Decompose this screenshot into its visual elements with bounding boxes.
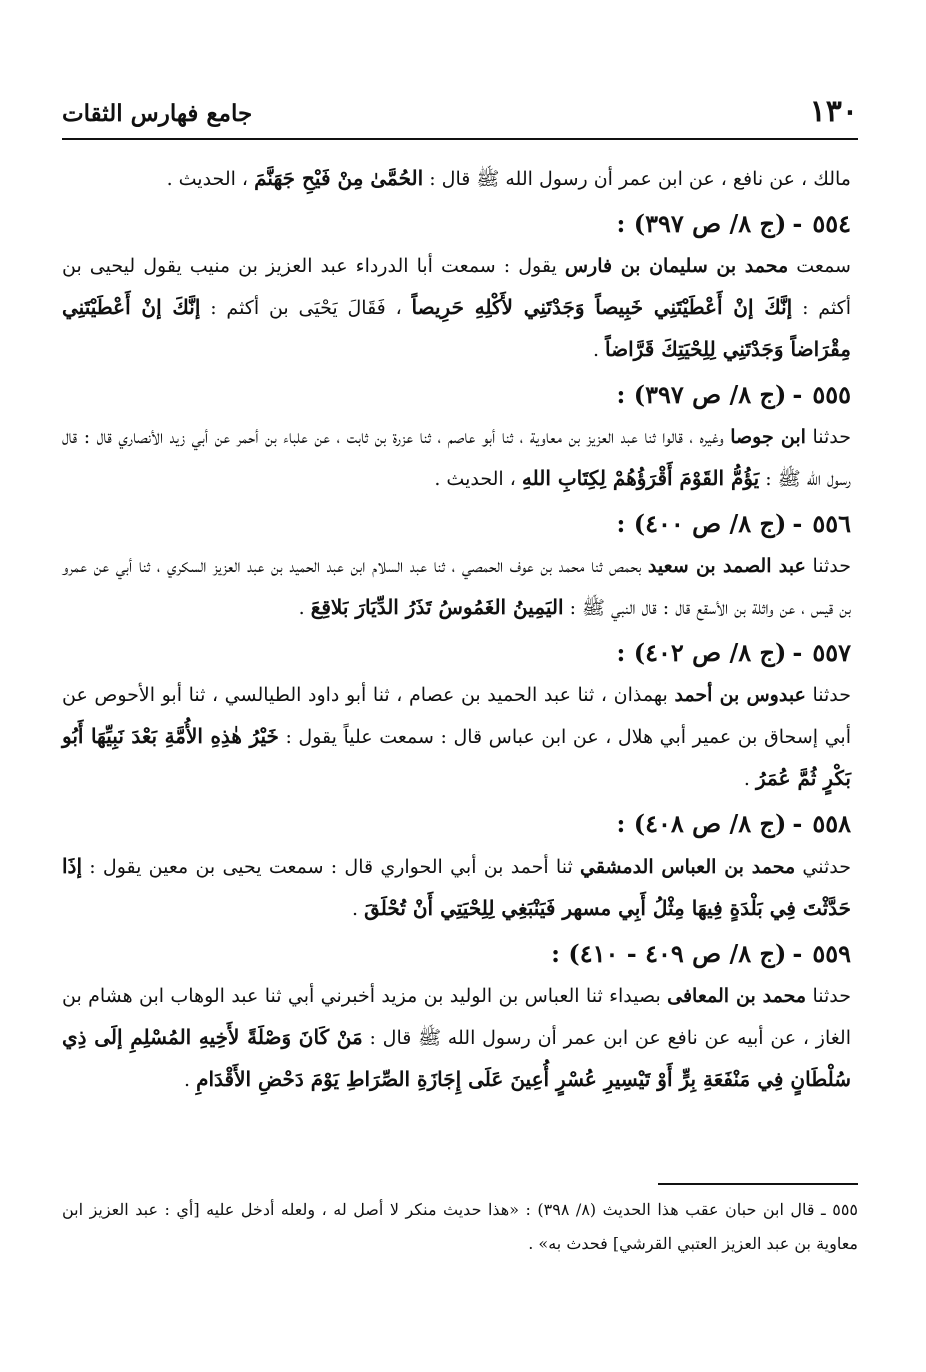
main-text (62, 158, 851, 1101)
entry-paragraph (62, 976, 851, 1101)
entry-reference: (ج ٨/ ص ٤٠٨) : (616, 809, 787, 838)
text-run: بحمص ثنا محمد بن عوف الحمصي ، ثنا عبد السلام ابن عبد الحميد بن عبد العزيز السكري ، ثنا أبي عن عمرو بن قيس ، عن واثلة بن الأسقع قال : قال النبي ﷺ : (62, 555, 851, 619)
text-run: ، الحديث . (166, 168, 255, 190)
entry-reference: (ج ٨/ ص ٣٩٧) : (616, 209, 787, 238)
entry-separator: - (792, 809, 803, 838)
entry-heading (62, 631, 851, 675)
entry-number: ٥٥٤ (812, 209, 851, 238)
narrator-name: عبد الصمد بن سعيد (647, 555, 806, 577)
entry-paragraph (62, 846, 851, 930)
footnote-divider (658, 1183, 858, 1185)
text-run: بصيداء ثنا العباس بن الوليد بن مزيد أخبرني أبي ثنا عبد الوهاب ابن هشام بن الغاز ، عن أبيه عن نافع عن ابن عمر أن رسول الله ﷺ قال : (62, 985, 851, 1049)
text-run: سمعت (788, 255, 851, 277)
hadith-quote: إنَّكَ إنْ أَعْطَيْتَنِي خَبِيصاً وَجَدْتَنِي لأَكْلِهِ حَرِيصاً (411, 295, 793, 319)
entry-heading (62, 202, 851, 246)
entry-separator: - (792, 209, 803, 238)
text-run: . (298, 597, 311, 619)
text-run: . (183, 1069, 197, 1091)
text-run: حدثنا (806, 985, 851, 1007)
hadith-quote: اليَمِينُ الغَمُوسُ تَذَرُ الدِّيَارَ بَلاقِعَ (310, 595, 564, 619)
entry-number: ٥٥٨ (812, 809, 851, 838)
narrator-name: ابن جوصا (730, 426, 806, 448)
entry-reference: (ج ٨/ ص ٤٠٠) : (616, 509, 787, 538)
entry-paragraph (62, 246, 851, 371)
narrator-name: محمد بن سليمان بن فارس (564, 255, 789, 277)
entry-separator: - (792, 939, 803, 968)
narrator-name: عبدوس بن أحمد (674, 684, 806, 706)
entry-separator: - (792, 638, 803, 667)
narrator-name: محمد بن المعافى (667, 985, 807, 1007)
hadith-quote: الحُمَّىٰ مِنْ فَيْحِ جَهَنَّمَ (254, 166, 424, 190)
text-run: ، فَقَالَ يَحْيَى بن أكثم : (200, 297, 412, 319)
page-header (62, 92, 858, 140)
hadith-quote: مَنْ كَانَ وَصْلَةً لأَخِيهِ المُسْلِمِ إلَى ذِي سُلْطَانٍ فِي مَنْفَعَةِ بِرٍّ أَوْ تَيْسِيرِ عُسْرٍ أُعِينَ عَلَى إِجَازَةِ الصِّرَاطِ يَوْمَ دَحْضِ الأَقْدَامِ (62, 1025, 851, 1091)
entry-heading (62, 802, 851, 846)
entry-paragraph (62, 546, 851, 629)
text-run: يقول : سمعت أبا الدرداء عبد العزيز بن منيب يقول ليحيى بن أكثم : (62, 255, 851, 319)
text-run: حدثنا (805, 555, 852, 577)
entry-reference: (ج ٨/ ص ٣٩٧) : (616, 380, 787, 409)
footnote: ٥٥٥ ـ قال ابن حبان عقب هذا الحديث (٨/ ٣٩٨) : «هذا حديث منكر لا أصل له ، ولعله أدخل عليه [أي : عبد العزيز ابن معاوية بن عبد العزيز العتبي القرشي] فحدث به» . (62, 1200, 859, 1253)
entry-number: ٥٥٦ (812, 509, 851, 538)
text-run: وغيره ، قالوا ثنا عبد العزيز بن معاوية ، ثنا أبو عاصم ، ثنا عزرة بن ثابت ، عن علباء بن أحمر عن أبي زيد الأنصاري قال : قال رسول الله ﷺ : (62, 426, 851, 490)
text-run: حدثنا (805, 684, 851, 706)
intro-paragraph (62, 158, 851, 200)
entry-separator: - (792, 380, 803, 409)
entry-reference: (ج ٨/ ص ٤٠٩ - ٤١٠) : (551, 939, 787, 968)
hadith-quote: خَيْرُ هٰذِهِ الأُمَّةِ بَعْدَ نَبِيِّهَا أَبُو بَكْرٍ ثُمَّ عُمَرُ (62, 724, 851, 790)
hadith-quote: يَؤُمُّ القَوْمَ أَقْرَؤُهُمْ لِكِتَابِ اللهِ (521, 466, 760, 490)
text-run: ثنا أحمد بن أبي الحواري قال : سمعت يحيى بن معين يقول : (82, 856, 580, 878)
text-run: ، الحديث . (434, 468, 522, 490)
entry-heading (62, 373, 851, 417)
running-title: جامع فهارس الثقات (62, 100, 253, 127)
text-run: . (352, 898, 365, 920)
entry-heading (62, 502, 851, 546)
text-run: . (592, 339, 606, 361)
entry-separator: - (792, 509, 803, 538)
text-run: . (743, 768, 757, 790)
entry-number: ٥٥٩ (812, 939, 851, 968)
text-run: بهمذان ، ثنا عبد الحميد بن عصام ، ثنا أبو داود الطيالسي ، ثنا أبو الأحوص عن أبي إسحاق بن عمير أبي هلال ، عن ابن عباس قال : سمعت علياً يقول : (62, 684, 851, 748)
entry-number: ٥٥٥ (812, 380, 851, 409)
entry-paragraph (62, 675, 851, 800)
entry-reference: (ج ٨/ ص ٤٠٢) : (616, 638, 787, 667)
entry-heading (62, 932, 851, 976)
page-number: ١٣٠ (809, 94, 858, 129)
entry-number: ٥٥٧ (812, 638, 851, 667)
text-run: حدثنا (805, 426, 851, 448)
hadith-quote: إذَا حَدَّثْتَ فِي بَلْدَةٍ فِيهَا مِثْلُ أَبِي مسهر فَيَنْبَغِي لِلِحْيَتِي أَنْ تُحْلَقَ (62, 854, 851, 920)
text-run: حدثني (795, 856, 851, 878)
entry-paragraph (62, 417, 851, 500)
hadith-quote: إنَّكَ إنْ أَعْطَيْتَنِي مِقْرَاضاً وَجَدْتَنِي لِلِحْيَتِكَ قَرَّاضاً (62, 295, 851, 361)
narrator-name: محمد بن العباس الدمشقي (580, 856, 796, 878)
text-run: مالك ، عن نافع ، عن ابن عمر أن رسول الله ﷺ قال : (423, 168, 851, 190)
